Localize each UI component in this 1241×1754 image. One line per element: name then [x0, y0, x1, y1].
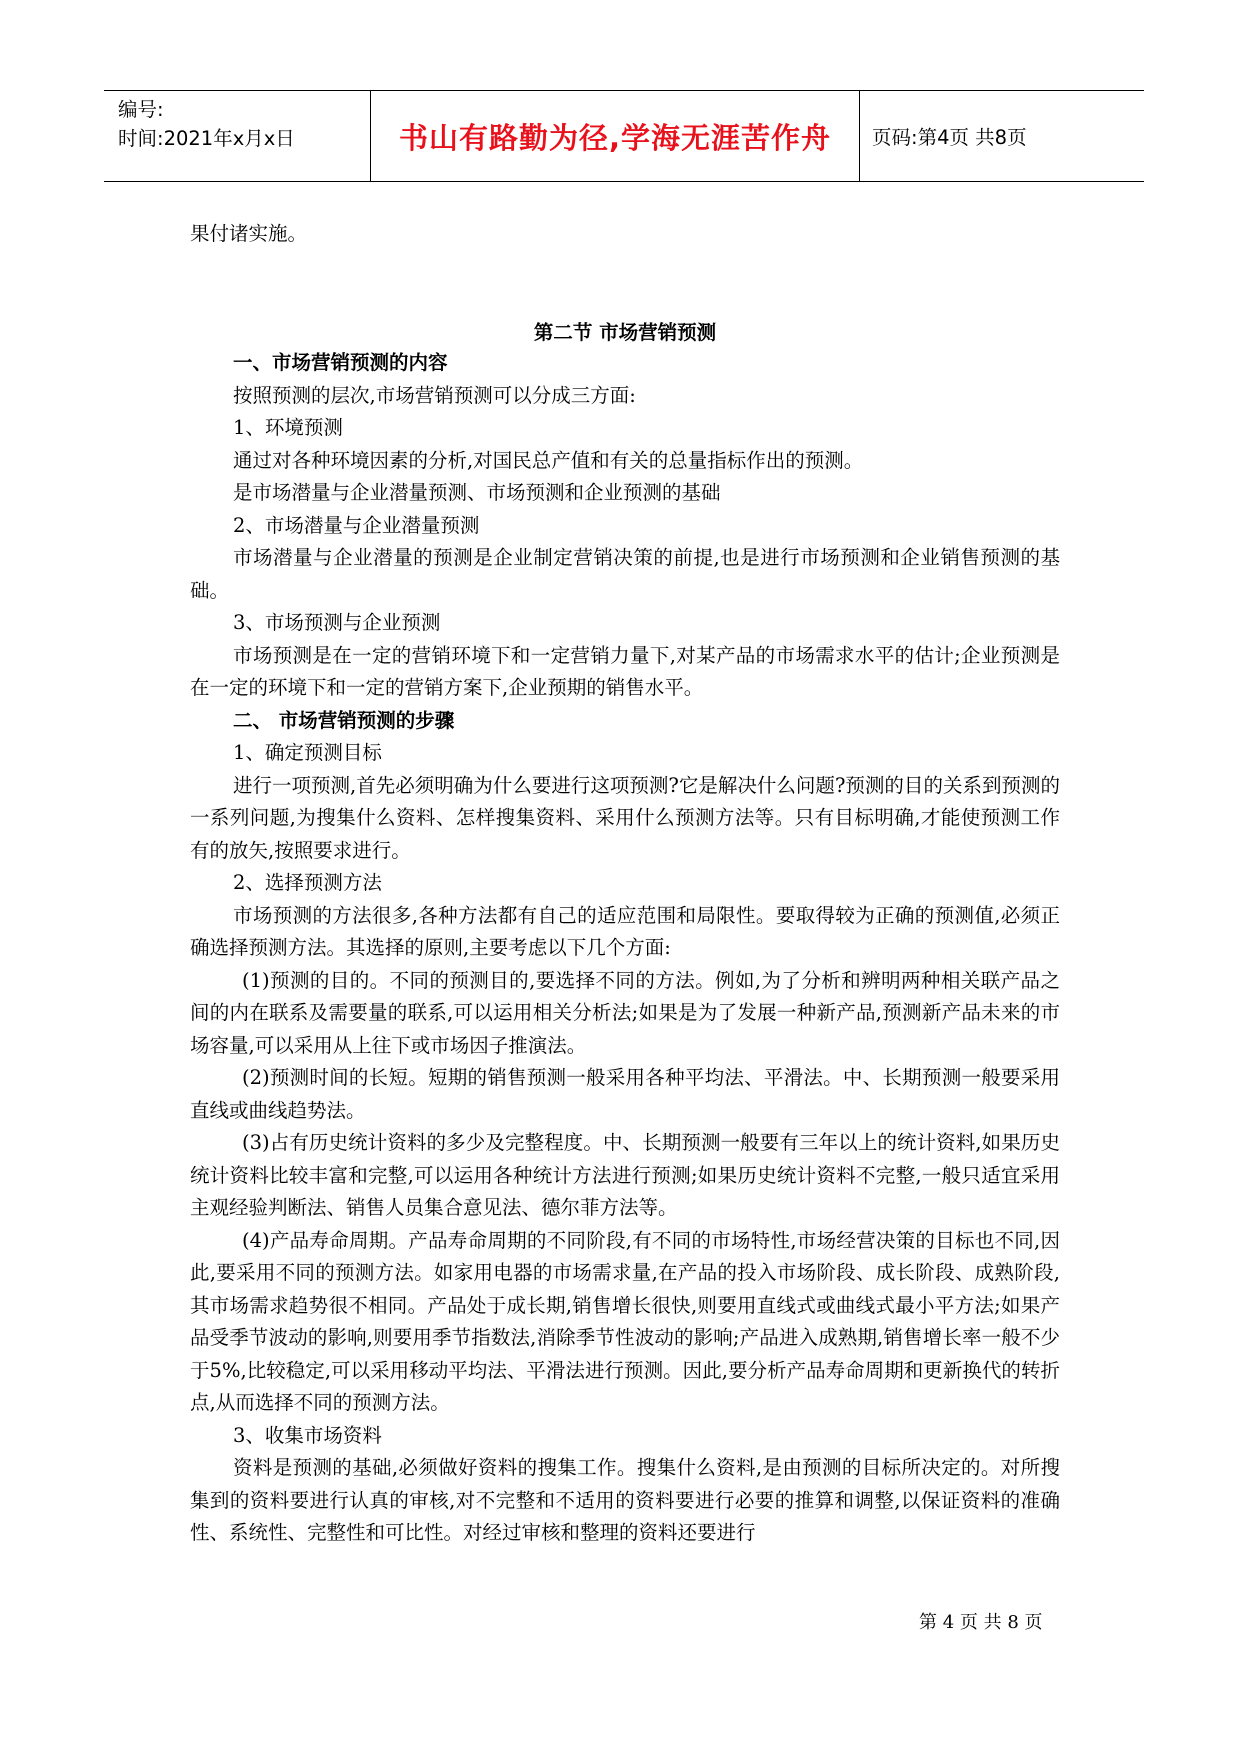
paragraph: 按照预测的层次,市场营销预测可以分成三方面:	[233, 383, 636, 407]
paragraph: 进行一项预测,首先必须明确为什么要进行这项预测?它是解决什么问题?预测的目的关系到预测的一系列问题,为搜集什么资料、怎样搜集资料、采用什么预测方法等。只有目标明确,才能使预测工作有的放矢,按照要求进行。	[190, 773, 1060, 862]
paragraph: 市场预测的方法很多,各种方法都有自己的适应范围和局限性。要取得较为正确的预测值,必须正确选择预测方法。其选择的原则,主要考虑以下几个方面:	[190, 903, 1060, 959]
time-text: 时间:2021年x月x日	[118, 127, 295, 150]
paragraph: (3)占有历史统计资料的多少及完整程度。中、长期预测一般要有三年以上的统计资料,如果历史统计资料比较丰富和完整,可以运用各种统计方法进行预测;如果历史统计资料不完整,一般只适宜采用主观经验判断法、销售人员集合意见法、德尔菲方法等。	[190, 1131, 1060, 1219]
paragraph: 市场潜量与企业潜量的预测是企业制定营销决策的前提,也是进行市场预测和企业销售预测的基础。	[190, 546, 1060, 602]
paragraph: 是市场潜量与企业潜量预测、市场预测和企业预测的基础	[233, 481, 721, 504]
paragraph: 1、环境预测	[233, 416, 343, 439]
section-title: 第二节 市场营销预测	[533, 320, 717, 344]
document-body	[190, 218, 1060, 1550]
number-label: 编号:	[118, 98, 164, 121]
paragraph: (2)预测时间的长短。短期的销售预测一般采用各种平均法、平滑法。中、长期预测一般要采用直线或曲线趋势法。	[190, 1066, 1060, 1122]
paragraph: 果付诸实施。	[190, 222, 308, 245]
paragraph: 市场预测是在一定的营销环境下和一定营销力量下,对某产品的市场需求水平的估计;企业预测是在一定的环境下和一定的营销方案下,企业预期的销售水平。	[190, 643, 1060, 699]
paragraph: 2、市场潜量与企业潜量预测	[233, 513, 480, 537]
paragraph: (4)产品寿命周期。产品寿命周期的不同阶段,有不同的市场特性,市场经营决策的目标也不同,因此,要采用不同的预测方法。如家用电器的市场需求量,在产品的投入市场阶段、成长阶段、成熟阶段,其市场需求趋势很不相同。产品处于成长期,销售增长很快,则要用直线式或曲线式最小平方法;如果产品受季节波动的影响,则要用季节指数法,消除季节性波动的影响;产品进入成熟期,销售增长率一般不少于5%,比较稳定,可以采用移动平均法、平滑法进行预测。因此,要分析产品寿命周期和更新换代的转折点,从而选择不同的预测方法。	[190, 1228, 1060, 1414]
heading-1: 一、市场营销预测的内容	[233, 351, 448, 374]
paragraph: 2、选择预测方法	[233, 871, 382, 894]
paragraph: 资料是预测的基础,必须做好资料的搜集工作。搜集什么资料,是由预测的目标所决定的。对所搜集到的资料要进行认真的审核,对不完整和不适用的资料要进行必要的推算和调整,以保证资料的准确性、系统性、完整性和可比性。对经过审核和整理的资料还要进行	[190, 1456, 1060, 1544]
header-motto: 书山有路勤为径,学海无涯苦作舟	[370, 91, 860, 181]
header-page-info: 页码:第4页 共8页	[872, 126, 1027, 149]
page-footer: 第 4 页 共 8 页	[919, 1612, 1043, 1633]
header-left-cell	[104, 91, 370, 181]
paragraph: 3、市场预测与企业预测	[233, 611, 441, 634]
paragraph: 1、确定预测目标	[233, 741, 382, 764]
heading-2: 二、 市场营销预测的步骤	[233, 708, 455, 732]
paragraph: 3、收集市场资料	[233, 1423, 382, 1447]
paragraph: 通过对各种环境因素的分析,对国民总产值和有关的总量指标作出的预测。	[233, 448, 864, 472]
header-table	[104, 90, 1144, 182]
paragraph: (1)预测的目的。不同的预测目的,要选择不同的方法。例如,为了分析和辨明两种相关联产品之间的内在联系及需要量的联系,可以运用相关分析法;如果是为了发展一种新产品,预测新产品未来的市场容量,可以采用从上往下或市场因子推演法。	[190, 968, 1060, 1057]
